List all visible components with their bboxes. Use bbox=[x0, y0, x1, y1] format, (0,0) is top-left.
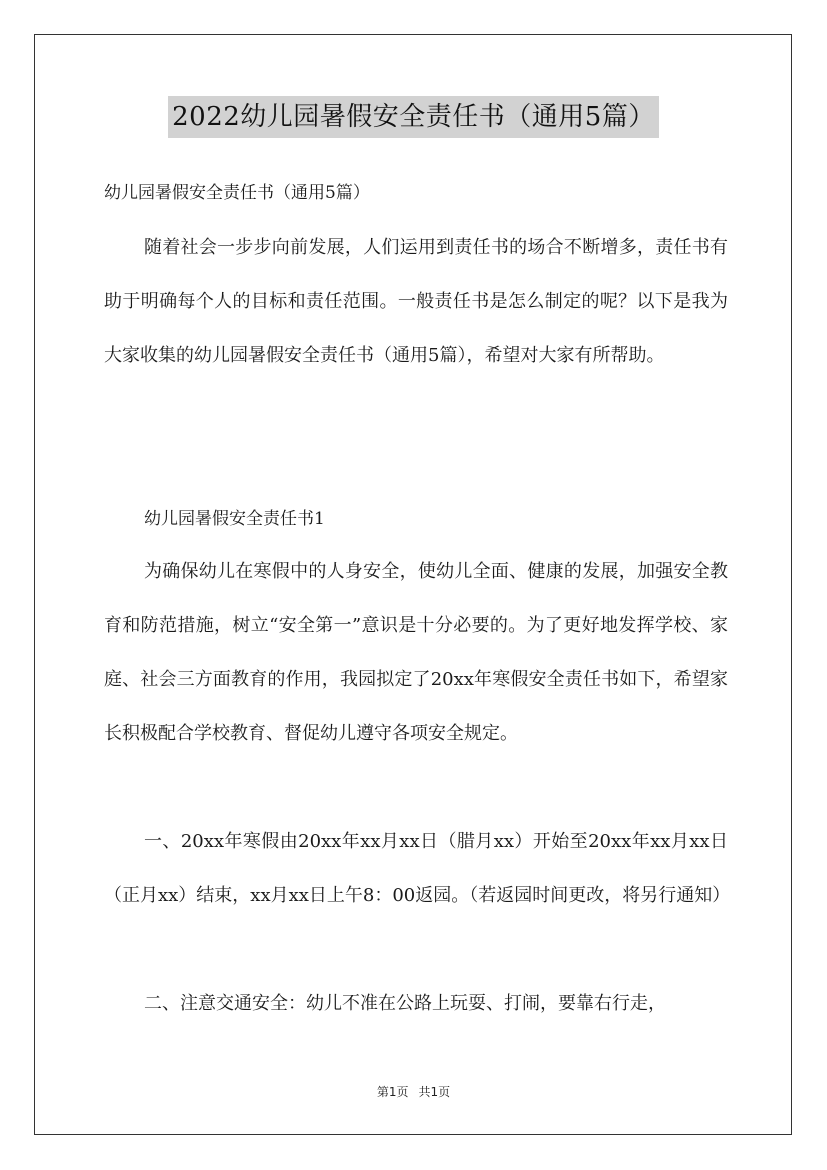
section-heading: 幼儿园暑假安全责任书1 bbox=[144, 509, 325, 529]
section-paragraph-2: 一、20xx年寒假由20xx年xx月xx日（腊月xx）开始至20xx年xx月xx日（正月xx）结束，xx月xx日上午8：00返园。（若返园时间更改，将另行通知） bbox=[104, 831, 731, 906]
page-number-total: 共1页 bbox=[418, 1085, 451, 1099]
title-container bbox=[0, 96, 827, 138]
document-subtitle: 幼儿园暑假安全责任书（通用5篇） bbox=[104, 183, 370, 203]
page-number-current: 第1页 bbox=[376, 1085, 409, 1099]
document-title: 2022幼儿园暑假安全责任书（通用5篇） bbox=[168, 96, 659, 138]
intro-paragraph: 随着社会一步步向前发展，人们运用到责任书的场合不断增多，责任书有助于明确每个人的目标和责任范围。一般责任书是怎么制定的呢？以下是我为大家收集的幼儿园暑假安全责任书（通用5篇），希望对大家有所帮助。 bbox=[104, 237, 728, 366]
page-footer bbox=[0, 1083, 827, 1101]
section-paragraph-1: 为确保幼儿在寒假中的人身安全，使幼儿全面、健康的发展，加强安全教育和防范措施，树立“安全第一”意识是十分必要的。为了更好地发挥学校、家庭、社会三方面教育的作用，我园拟定了20xx年寒假安全责任书如下，希望家长积极配合学校教育、督促幼儿遵守各项安全规定。 bbox=[104, 561, 728, 744]
section-paragraph-3: 二、注意交通安全：幼儿不准在公路上玩耍、打闹，要靠右行走， bbox=[144, 993, 666, 1014]
